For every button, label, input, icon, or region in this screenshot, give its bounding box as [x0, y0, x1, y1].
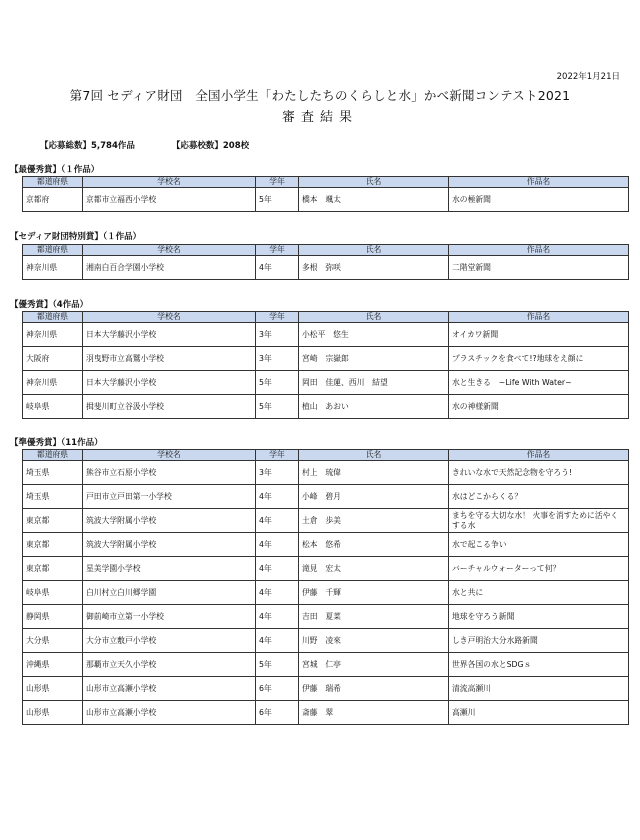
cell-grade: 4年 — [256, 485, 299, 509]
cell-student-name: 小松平 悠生 — [299, 323, 449, 347]
cell-grade: 3年 — [256, 323, 299, 347]
award-table-grand-prize — [22, 176, 629, 212]
cell-work-title: 清流高瀬川 — [449, 677, 629, 701]
section-title-grand-prize: 【最優秀賞】（１作品） — [10, 165, 100, 175]
table-row — [23, 485, 629, 509]
table-row — [23, 188, 629, 212]
table-row — [23, 557, 629, 581]
header-school: 学校名 — [83, 450, 256, 461]
cell-prefecture: 東京都 — [23, 533, 83, 557]
cell-grade: 5年 — [256, 371, 299, 395]
table-row — [23, 629, 629, 653]
cell-grade: 6年 — [256, 677, 299, 701]
cell-grade: 4年 — [256, 533, 299, 557]
cell-student-name: 宮崎 宗嶽郎 — [299, 347, 449, 371]
cell-student-name: 斎藤 翠 — [299, 701, 449, 725]
cell-grade: 4年 — [256, 581, 299, 605]
cell-work-title: きれいな水で天然記念物を守ろう! — [449, 461, 629, 485]
table-row — [23, 533, 629, 557]
cell-grade: 4年 — [256, 256, 299, 280]
cell-work-title: バーチャルウォーターって何？ — [449, 557, 629, 581]
cell-school: 揖斐川町立谷汲小学校 — [83, 395, 256, 419]
cell-work-title: まちを守る大切な水！ 火事を消すために活やくする水 — [449, 509, 629, 533]
header-student-name: 氏名 — [299, 245, 449, 256]
cell-student-name: 小峰 碧月 — [299, 485, 449, 509]
header-work-title: 作品名 — [449, 177, 629, 188]
cell-work-title: 水の極新聞 — [449, 188, 629, 212]
header-student-name: 氏名 — [299, 177, 449, 188]
table-row — [23, 653, 629, 677]
cell-work-title: 地球を守ろう新聞 — [449, 605, 629, 629]
cell-student-name: 橋本 颯太 — [299, 188, 449, 212]
cell-prefecture: 山形県 — [23, 701, 83, 725]
cell-grade: 6年 — [256, 701, 299, 725]
applications-count: 【応募総数】5,784作品 — [40, 141, 135, 151]
table-row — [23, 347, 629, 371]
cell-work-title: 水の神様新聞 — [449, 395, 629, 419]
page-title: 第7回 セディア財団 全国小学生「わたしたちのくらしと水」かべ新聞コンテスト2021 — [69, 88, 571, 103]
cell-student-name: 伊藤 千輝 — [299, 581, 449, 605]
cell-work-title: プラスチックを食べて!?地球をえ顔に — [449, 347, 629, 371]
cell-school: 熊谷市立石原小学校 — [83, 461, 256, 485]
cell-work-title: 二階堂新聞 — [449, 256, 629, 280]
header-work-title: 作品名 — [449, 312, 629, 323]
table-row — [23, 677, 629, 701]
cell-student-name: 滝見 宏太 — [299, 557, 449, 581]
cell-school: 戸田市立戸田第一小学校 — [83, 485, 256, 509]
header-work-title: 作品名 — [449, 450, 629, 461]
cell-work-title: 世界各国の水とSDGｓ — [449, 653, 629, 677]
header-prefecture: 都道府県 — [23, 450, 83, 461]
cell-prefecture: 岐阜県 — [23, 395, 83, 419]
table-row — [23, 461, 629, 485]
header-work-title: 作品名 — [449, 245, 629, 256]
header-school: 学校名 — [83, 312, 256, 323]
cell-prefecture: 岐阜県 — [23, 581, 83, 605]
cell-prefecture: 山形県 — [23, 677, 83, 701]
header-prefecture: 都道府県 — [23, 312, 83, 323]
header-row — [23, 177, 629, 188]
cell-prefecture: 神奈川県 — [23, 323, 83, 347]
cell-school: 日本大学藤沢小学校 — [83, 323, 256, 347]
cell-grade: 4年 — [256, 605, 299, 629]
section-title-honorable-mention: 【準優秀賞】（11作品） — [10, 438, 103, 448]
schools-count: 【応募校数】208校 — [171, 141, 250, 151]
cell-student-name: 植山 あおい — [299, 395, 449, 419]
cell-work-title: 水と生きる ~Life With Water~ — [449, 371, 629, 395]
header-grade: 学年 — [256, 450, 299, 461]
award-table-honorable-mention — [22, 449, 629, 725]
award-table-excellence-prize — [22, 311, 629, 419]
section-title-special-prize: 【セディア財団特別賞】（１作品） — [10, 232, 142, 242]
cell-school: 湘南白百合学園小学校 — [83, 256, 256, 280]
header-grade: 学年 — [256, 245, 299, 256]
cell-student-name: 川野 凌來 — [299, 629, 449, 653]
cell-prefecture: 大分県 — [23, 629, 83, 653]
cell-school: 筑波大学附属小学校 — [83, 509, 256, 533]
header-grade: 学年 — [256, 177, 299, 188]
cell-work-title: 水で起こる争い — [449, 533, 629, 557]
cell-student-name: 岡田 佳蓮、西川 結望 — [299, 371, 449, 395]
award-table-special-prize — [22, 244, 629, 280]
cell-school: 羽曳野市立高鷲小学校 — [83, 347, 256, 371]
header-school: 学校名 — [83, 245, 256, 256]
cell-school: 白川村立白川郷学園 — [83, 581, 256, 605]
header-row — [23, 312, 629, 323]
cell-grade: 5年 — [256, 395, 299, 419]
header-prefecture: 都道府県 — [23, 177, 83, 188]
table-row — [23, 605, 629, 629]
cell-student-name: 多根 弥咲 — [299, 256, 449, 280]
cell-prefecture: 沖縄県 — [23, 653, 83, 677]
table-row — [23, 256, 629, 280]
cell-school: 山形市立高瀬小学校 — [83, 677, 256, 701]
header-student-name: 氏名 — [299, 312, 449, 323]
cell-student-name: 松本 悠希 — [299, 533, 449, 557]
cell-work-title: オイカワ新聞 — [449, 323, 629, 347]
table-row — [23, 395, 629, 419]
cell-student-name: 土倉 歩美 — [299, 509, 449, 533]
cell-prefecture: 埼玉県 — [23, 461, 83, 485]
cell-grade: 3年 — [256, 347, 299, 371]
cell-school: 日本大学藤沢小学校 — [83, 371, 256, 395]
table-row — [23, 701, 629, 725]
cell-student-name: 伊藤 瑞希 — [299, 677, 449, 701]
page-subtitle: 審査結果 — [281, 110, 358, 125]
cell-work-title: 水はどこからくる？ — [449, 485, 629, 509]
cell-prefecture: 京都府 — [23, 188, 83, 212]
section-title-excellence-prize: 【優秀賞】（4作品） — [10, 300, 89, 310]
cell-work-title: 水と共に — [449, 581, 629, 605]
header-school: 学校名 — [83, 177, 256, 188]
cell-work-title: 高瀬川 — [449, 701, 629, 725]
header-row — [23, 245, 629, 256]
cell-grade: 5年 — [256, 653, 299, 677]
cell-prefecture: 神奈川県 — [23, 256, 83, 280]
cell-grade: 5年 — [256, 188, 299, 212]
cell-school: 御前崎市立第一小学校 — [83, 605, 256, 629]
table-row — [23, 323, 629, 347]
cell-prefecture: 東京都 — [23, 557, 83, 581]
table-row — [23, 371, 629, 395]
header-prefecture: 都道府県 — [23, 245, 83, 256]
header-row — [23, 450, 629, 461]
cell-school: 山形市立高瀬小学校 — [83, 701, 256, 725]
cell-student-name: 吉田 夏菜 — [299, 605, 449, 629]
cell-student-name: 村上 琉偉 — [299, 461, 449, 485]
cell-student-name: 宮城 仁亭 — [299, 653, 449, 677]
header-student-name: 氏名 — [299, 450, 449, 461]
cell-prefecture: 神奈川県 — [23, 371, 83, 395]
cell-grade: 4年 — [256, 557, 299, 581]
header-grade: 学年 — [256, 312, 299, 323]
cell-prefecture: 大阪府 — [23, 347, 83, 371]
cell-grade: 3年 — [256, 461, 299, 485]
cell-prefecture: 東京都 — [23, 509, 83, 533]
cell-school: 大分市立敷戸小学校 — [83, 629, 256, 653]
cell-school: 筑波大学附属小学校 — [83, 533, 256, 557]
cell-grade: 4年 — [256, 509, 299, 533]
cell-school: 星美学園小学校 — [83, 557, 256, 581]
table-row — [23, 581, 629, 605]
cell-prefecture: 埼玉県 — [23, 485, 83, 509]
table-row — [23, 509, 629, 533]
cell-prefecture: 静岡県 — [23, 605, 83, 629]
cell-school: 那覇市立天久小学校 — [83, 653, 256, 677]
cell-work-title: しき戸明治大分水路新聞 — [449, 629, 629, 653]
summary — [40, 139, 283, 151]
date: 2022年1月21日 — [556, 72, 620, 82]
cell-school: 京都市立福西小学校 — [83, 188, 256, 212]
cell-grade: 4年 — [256, 629, 299, 653]
